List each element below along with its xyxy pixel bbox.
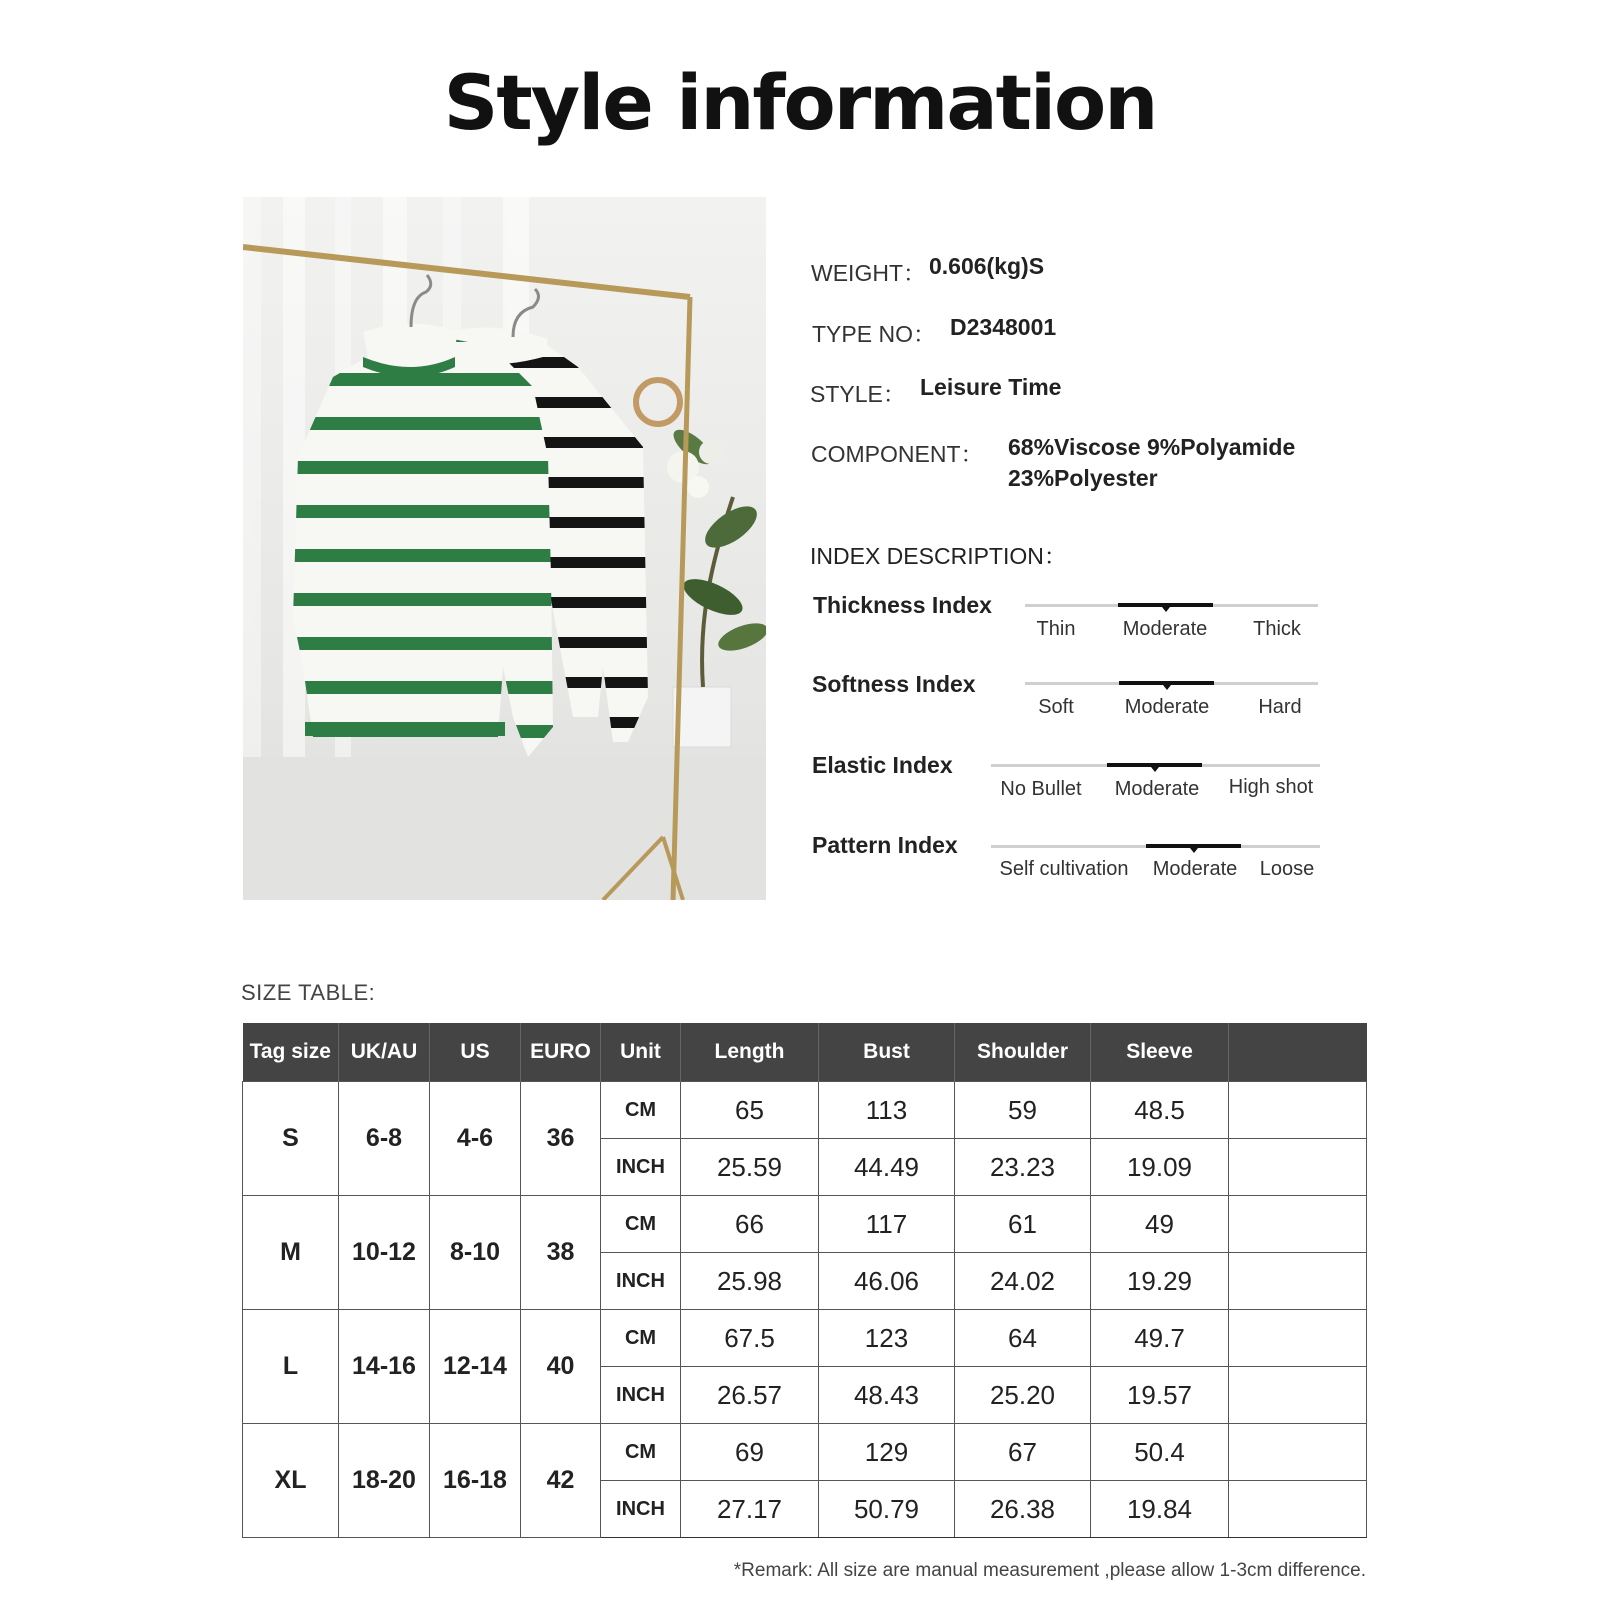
shoulder-cell: 25.20 (955, 1367, 1091, 1424)
header-uk-au: UK/AU (339, 1023, 430, 1082)
blank-cell (1229, 1196, 1367, 1253)
header-euro: EURO (521, 1023, 601, 1082)
length-cell: 67.5 (681, 1310, 819, 1367)
unit-cell: INCH (601, 1367, 681, 1424)
uk-au-cell: 10-12 (339, 1196, 430, 1310)
uk-au-cell: 14-16 (339, 1310, 430, 1424)
blank-cell (1229, 1139, 1367, 1196)
header-sleeve: Sleeve (1091, 1023, 1229, 1082)
header-bust: Bust (819, 1023, 955, 1082)
bust-cell: 48.43 (819, 1367, 955, 1424)
type-row (812, 314, 1057, 349)
elastic-index-label: Elastic Index (812, 752, 953, 778)
unit-cell: CM (601, 1310, 681, 1367)
elastic-option-high-shot: High shot (1228, 776, 1314, 798)
blank-cell (1229, 1253, 1367, 1310)
softness-index-caret (1163, 685, 1171, 690)
shoulder-cell: 59 (955, 1082, 1091, 1139)
header-tag-size: Tag size (243, 1023, 339, 1082)
us-cell: 16-18 (430, 1424, 521, 1538)
size-table-caption: SIZE TABLE: (241, 980, 376, 1005)
sleeve-cell: 19.84 (1091, 1481, 1229, 1538)
thickness-option-thin: Thin (1036, 618, 1076, 640)
sleeve-cell: 48.5 (1091, 1082, 1229, 1139)
unit-cell: CM (601, 1196, 681, 1253)
softness-option-hard: Hard (1258, 696, 1302, 718)
remark-note: *Remark: All size are manual measurement ,please allow 1-3cm difference. (733, 1560, 1366, 1581)
uk-au-cell: 18-20 (339, 1424, 430, 1538)
size-tag-cell: M (243, 1196, 339, 1310)
component-line-1: 68%Viscose 9%Polyamide (1008, 434, 1296, 460)
unit-cell: CM (601, 1082, 681, 1139)
sleeve-cell: 19.09 (1091, 1139, 1229, 1196)
shoulder-cell: 26.38 (955, 1481, 1091, 1538)
unit-cell: INCH (601, 1139, 681, 1196)
pattern-option-loose: Loose (1259, 858, 1315, 880)
weight-value: 0.606(kg)S (929, 253, 1045, 279)
component-label: COMPONENT： (811, 441, 984, 467)
euro-cell: 36 (521, 1082, 601, 1196)
type-value: D2348001 (950, 314, 1057, 340)
thickness-option-moderate: Moderate (1122, 618, 1208, 640)
euro-cell: 40 (521, 1310, 601, 1424)
weight-label: WEIGHT： (811, 260, 926, 286)
style-row (810, 374, 1062, 409)
bust-cell: 50.79 (819, 1481, 955, 1538)
pattern-option-self-cultivation: Self cultivation (999, 858, 1129, 880)
size-tag-cell: L (243, 1310, 339, 1424)
sweater-illustration (243, 197, 766, 900)
blank-cell (1229, 1481, 1367, 1538)
shoulder-cell: 61 (955, 1196, 1091, 1253)
component-value (1008, 432, 1295, 494)
size-tag-cell: XL (243, 1424, 339, 1538)
size-table (242, 1023, 1367, 1538)
uk-au-cell: 6-8 (339, 1082, 430, 1196)
header-shoulder: Shoulder (955, 1023, 1091, 1082)
shoulder-cell: 64 (955, 1310, 1091, 1367)
length-cell: 65 (681, 1082, 819, 1139)
sleeve-cell: 19.57 (1091, 1367, 1229, 1424)
style-label: STYLE： (810, 381, 906, 407)
unit-cell: CM (601, 1424, 681, 1481)
component-line-2: 23%Polyester (1008, 465, 1158, 491)
bust-cell: 117 (819, 1196, 955, 1253)
us-cell: 12-14 (430, 1310, 521, 1424)
softness-option-soft: Soft (1038, 696, 1074, 718)
page-title: Style information (443, 58, 1157, 147)
us-cell: 8-10 (430, 1196, 521, 1310)
table-row (243, 1424, 1367, 1481)
style-value: Leisure Time (920, 374, 1062, 400)
header-length: Length (681, 1023, 819, 1082)
header-us: US (430, 1023, 521, 1082)
sleeve-cell: 19.29 (1091, 1253, 1229, 1310)
shoulder-cell: 24.02 (955, 1253, 1091, 1310)
header-unit: Unit (601, 1023, 681, 1082)
bust-cell: 113 (819, 1082, 955, 1139)
sleeve-cell: 49.7 (1091, 1310, 1229, 1367)
header-blank (1229, 1023, 1367, 1082)
sleeve-cell: 49 (1091, 1196, 1229, 1253)
pattern-option-moderate: Moderate (1152, 858, 1238, 880)
blank-cell (1229, 1424, 1367, 1481)
euro-cell: 42 (521, 1424, 601, 1538)
size-tag-cell: S (243, 1082, 339, 1196)
product-photo (243, 197, 766, 900)
index-description-label: INDEX DESCRIPTION： (810, 543, 1067, 569)
unit-cell: INCH (601, 1481, 681, 1538)
component-row (811, 434, 1296, 491)
shoulder-cell: 67 (955, 1424, 1091, 1481)
softness-index-label: Softness Index (812, 671, 976, 697)
length-cell: 25.98 (681, 1253, 819, 1310)
thickness-index-caret (1162, 607, 1170, 612)
table-row (243, 1196, 1367, 1253)
softness-option-moderate: Moderate (1124, 696, 1210, 718)
thickness-index-label: Thickness Index (813, 592, 992, 618)
sleeve-cell: 50.4 (1091, 1424, 1229, 1481)
table-row (243, 1082, 1367, 1139)
unit-cell: INCH (601, 1253, 681, 1310)
size-table-header-row (243, 1023, 1367, 1082)
pattern-index-label: Pattern Index (812, 832, 958, 858)
elastic-option-moderate: Moderate (1114, 778, 1200, 800)
bust-cell: 44.49 (819, 1139, 955, 1196)
table-row (243, 1310, 1367, 1367)
pattern-index-caret (1190, 848, 1198, 853)
weight-row (811, 253, 1045, 288)
length-cell: 25.59 (681, 1139, 819, 1196)
blank-cell (1229, 1310, 1367, 1367)
elastic-index-caret (1151, 767, 1159, 772)
us-cell: 4-6 (430, 1082, 521, 1196)
bust-cell: 129 (819, 1424, 955, 1481)
length-cell: 69 (681, 1424, 819, 1481)
length-cell: 26.57 (681, 1367, 819, 1424)
elastic-option-no-bullet: No Bullet (1000, 778, 1082, 800)
length-cell: 27.17 (681, 1481, 819, 1538)
blank-cell (1229, 1082, 1367, 1139)
euro-cell: 38 (521, 1196, 601, 1310)
thickness-option-thick: Thick (1253, 618, 1301, 640)
type-label: TYPE NO： (812, 321, 936, 347)
bust-cell: 123 (819, 1310, 955, 1367)
shoulder-cell: 23.23 (955, 1139, 1091, 1196)
length-cell: 66 (681, 1196, 819, 1253)
blank-cell (1229, 1367, 1367, 1424)
bust-cell: 46.06 (819, 1253, 955, 1310)
